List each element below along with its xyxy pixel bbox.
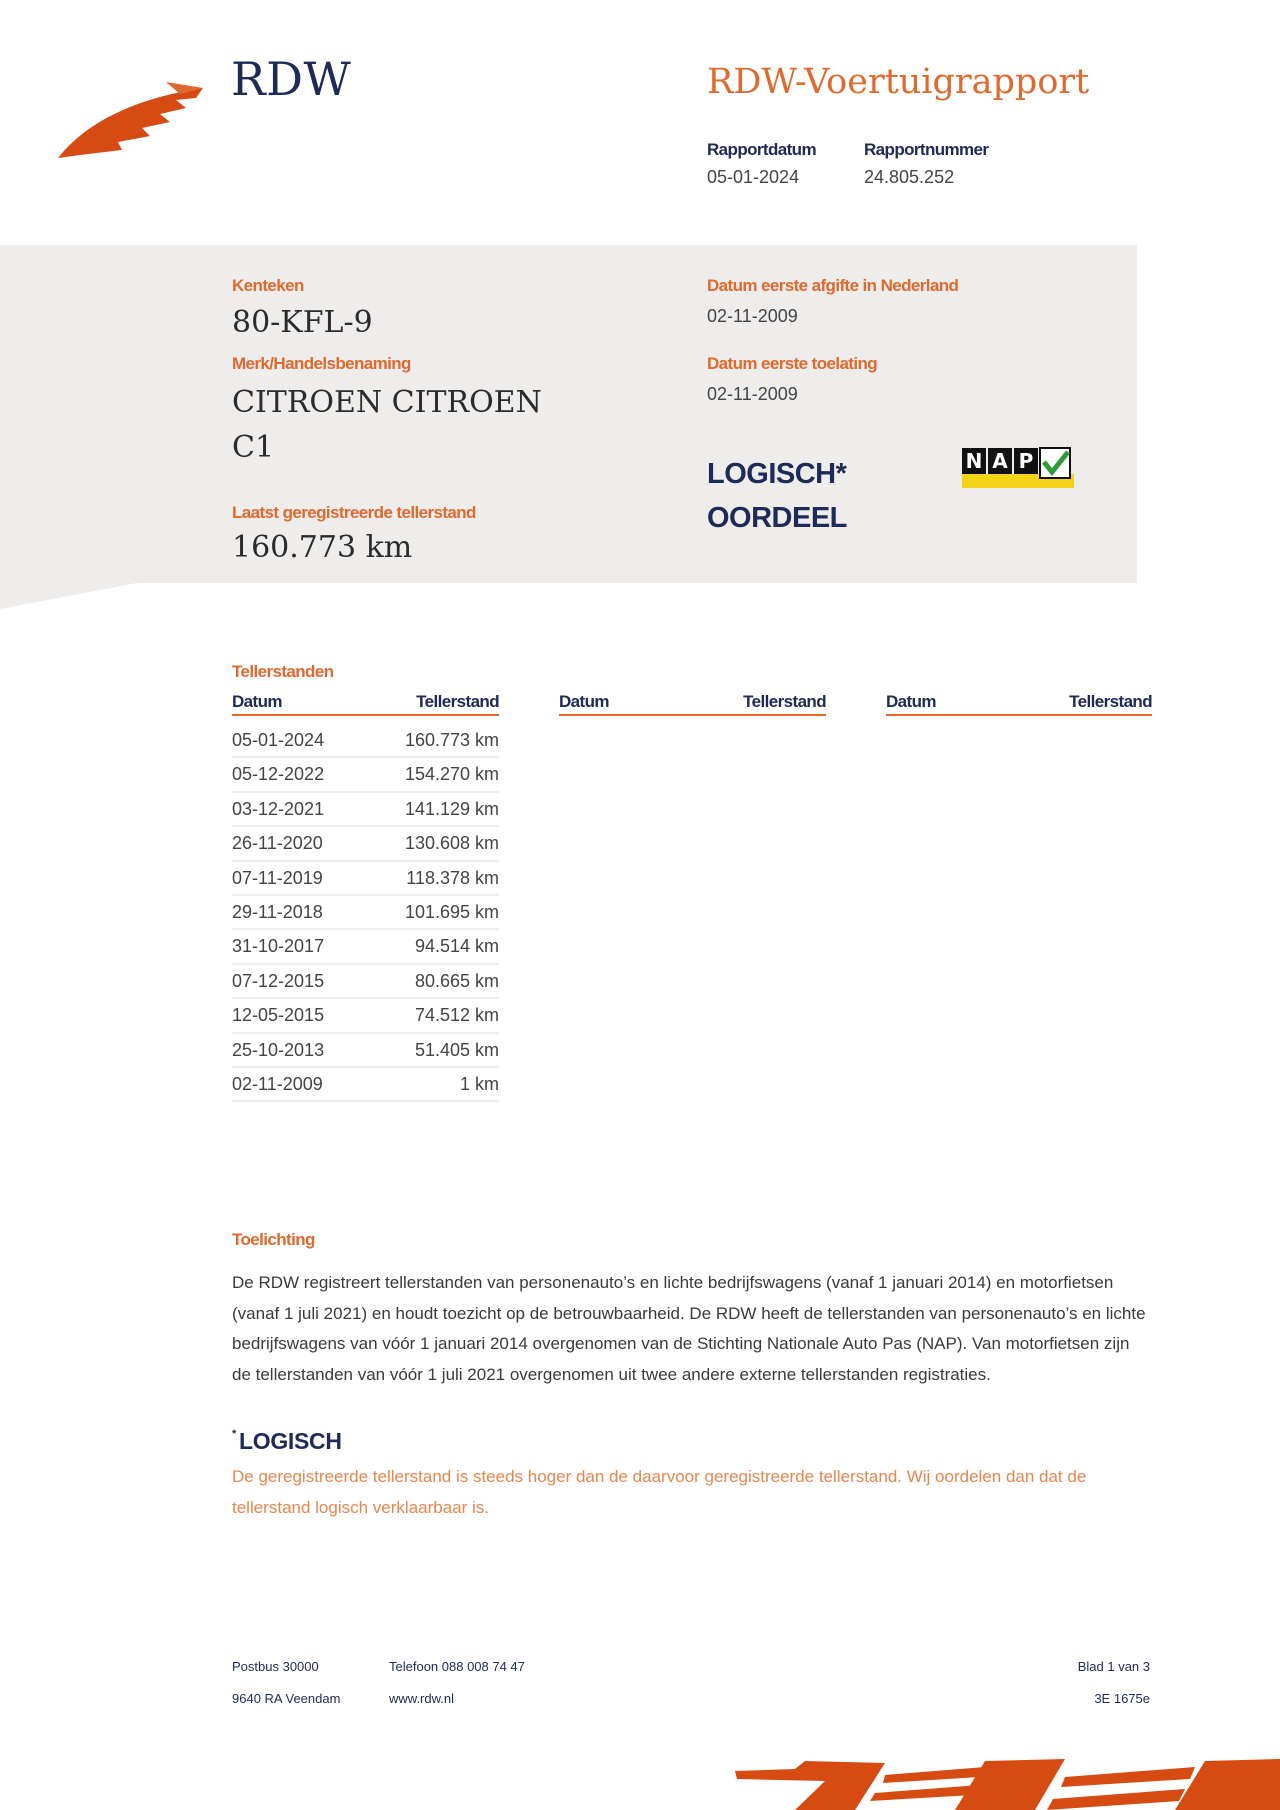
reading-km: 74.512 km [414, 1005, 499, 1026]
verdict-line1: LOGISCH* [707, 458, 847, 490]
reading-km: 160.773 km [404, 730, 499, 750]
brand-name: RDW [231, 52, 352, 106]
last-odometer-label: Laatst geregistreerde tellerstand [232, 503, 476, 522]
table-row [232, 930, 499, 964]
nap-logo-icon [962, 446, 1074, 488]
reading-km: 80.665 km [414, 970, 499, 991]
reading-date: 07-12-2015 [232, 970, 325, 991]
readings-table [232, 724, 499, 1102]
logisch-asterisk: * [232, 1428, 236, 1440]
first-admission-value: 02-11-2009 [707, 384, 798, 404]
col-date-header: Datum [559, 692, 609, 711]
footer-stripes-decoration [735, 1757, 1280, 1810]
reading-date: 03-12-2021 [232, 798, 325, 819]
explanation-title: Toelichting [232, 1230, 315, 1249]
col-odometer-header: Tellerstand [416, 692, 499, 711]
footer-document-code: 3E 1675e [1094, 1691, 1150, 1706]
report-number-value: 24.805.252 [864, 167, 955, 187]
rdw-logo-icon [58, 80, 208, 162]
last-odometer-value: 160.773 km [232, 530, 413, 565]
report-number-label: Rapportnummer [864, 140, 989, 159]
readings-header-col3 [886, 692, 1152, 716]
table-row [232, 896, 499, 930]
vehicle-summary-panel [0, 245, 1137, 583]
first-registration-nl-value: 02-11-2009 [707, 306, 798, 326]
report-number-block [864, 140, 988, 188]
report-date-label: Rapportdatum [707, 140, 816, 159]
readings-header-col2 [559, 692, 826, 716]
reading-km: 130.608 km [404, 833, 499, 854]
reading-date: 05-12-2022 [232, 764, 325, 785]
footer-website[interactable]: www.rdw.nl [389, 1691, 455, 1706]
odometer-verdict [707, 452, 847, 540]
reading-km: 51.405 km [414, 1039, 499, 1060]
reading-date: 29-11-2018 [232, 901, 323, 922]
nap-letter-n: N [965, 449, 983, 473]
table-row [232, 965, 499, 999]
table-row [232, 724, 499, 758]
table-row [232, 827, 499, 861]
reading-date: 07-11-2019 [232, 867, 323, 888]
table-row [232, 999, 499, 1033]
reading-date: 31-10-2017 [232, 936, 325, 957]
logisch-heading-text: LOGISCH [238, 1428, 342, 1454]
nap-letter-a: A [992, 449, 1008, 473]
footer-phone: Telefoon 088 008 74 47 [389, 1659, 525, 1674]
readings-title: Tellerstanden [232, 662, 334, 681]
reading-date: 25-10-2013 [232, 1039, 325, 1060]
reading-km: 154.270 km [404, 764, 499, 785]
plate-value: 80-KFL-9 [232, 305, 373, 340]
logisch-heading [232, 1428, 342, 1455]
footer-page-number: Blad 1 van 3 [1077, 1659, 1150, 1674]
report-date-value: 05-01-2024 [707, 167, 800, 187]
nap-letter-p: P [1018, 449, 1034, 473]
col-date-header: Datum [886, 692, 936, 711]
report-title: RDW-Voertuigrapport [707, 62, 1090, 102]
reading-km: 141.129 km [404, 798, 499, 819]
explanation-text: De RDW registreert tellerstanden van personenauto’s en lichte bedrijfswagens (vanaf 1 januari 2014) en motorfietsen (vanaf 1 juli 2021) en houdt toezicht op de betrouwbaarheid. De RDW heeft de tellerstanden van personenauto’s en lichte bedrijfswagens van vóór 1 januari 2014 overgenomen van de Stichting Nationale Auto Pas (NAP). Van motorfietsen zijn de tellerstanden van vóór 1 juli 2021 overgenomen uit twee andere externe tellerstanden registraties. [232, 1273, 1146, 1384]
reading-date: 12-05-2015 [232, 1005, 325, 1026]
readings-header-col1 [232, 692, 499, 716]
table-row [232, 1034, 499, 1068]
reading-date: 26-11-2020 [232, 833, 323, 854]
verdict-line2: OORDEEL [707, 502, 847, 534]
logisch-explanation: De geregistreerde tellerstand is steeds hoger dan de daarvoor geregistreerde tellerstand. Wij oordelen dan dat de tellerstand logisch verklaarbaar is. [232, 1467, 1087, 1517]
first-admission-label: Datum eerste toelating [707, 354, 878, 373]
first-registration-nl-label: Datum eerste afgifte in Nederland [707, 276, 959, 295]
col-odometer-header: Tellerstand [743, 692, 826, 711]
panel-tab-decoration [0, 583, 137, 609]
reading-km: 101.695 km [404, 901, 499, 922]
table-row [232, 758, 499, 792]
make-value-line1: CITROEN CITROEN [232, 385, 542, 420]
reading-date: 05-01-2024 [232, 730, 325, 750]
make-value-line2: C1 [232, 430, 275, 465]
footer-postbus: Postbus 30000 [232, 1659, 319, 1674]
reading-date: 02-11-2009 [232, 1073, 323, 1094]
table-row [232, 1068, 499, 1102]
reading-km: 118.378 km [406, 867, 499, 888]
plate-label: Kenteken [232, 276, 304, 295]
table-row [232, 862, 499, 896]
col-odometer-header: Tellerstand [1069, 692, 1152, 711]
reading-km: 1 km [459, 1073, 499, 1094]
make-label: Merk/Handelsbenaming [232, 354, 411, 373]
reading-km: 94.514 km [414, 936, 499, 957]
footer-city: 9640 RA Veendam [232, 1691, 341, 1706]
report-date-block [707, 140, 816, 188]
col-date-header: Datum [232, 692, 282, 711]
table-row [232, 793, 499, 827]
